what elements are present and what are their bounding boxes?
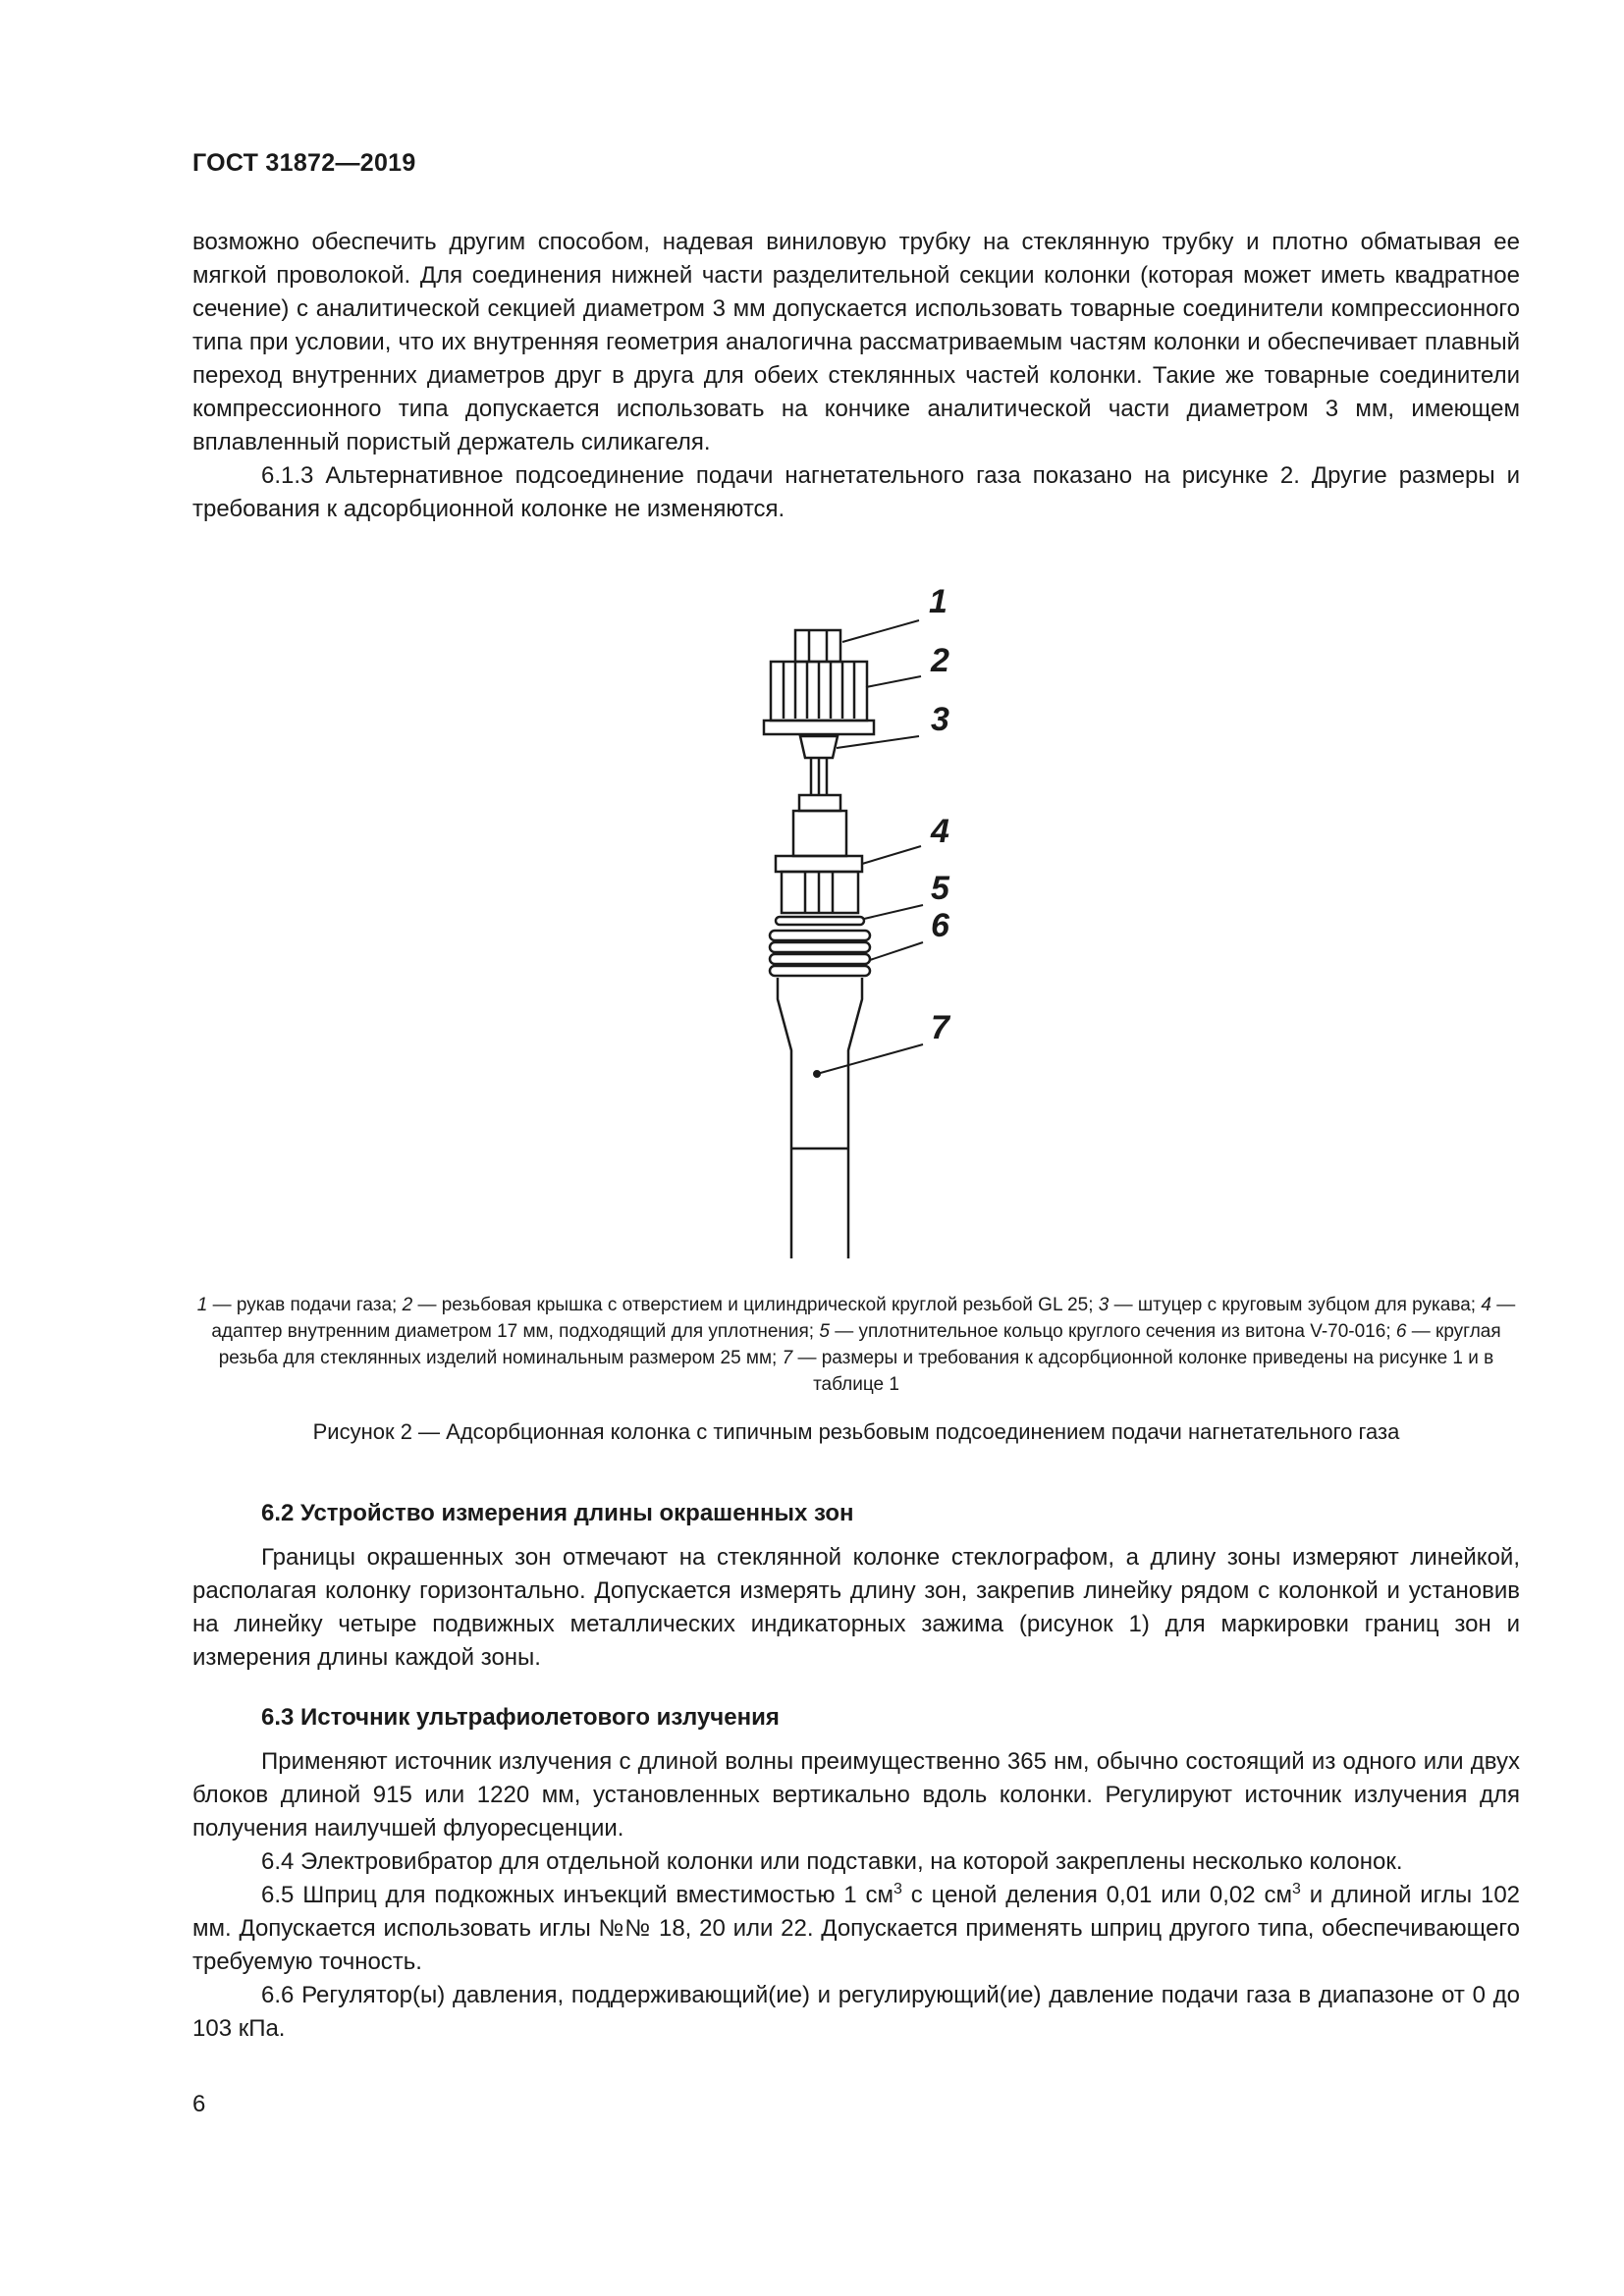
- section-6-3-wrap: [192, 1745, 1520, 2046]
- legend-text-7: — размеры и требования к адсорбционной колонке приведены на рисунке 1 и в таблице 1: [792, 1348, 1494, 1395]
- legend-text-4: — адаптер внутренним диаметром 17 мм, подходящий для уплотнения;: [211, 1295, 1516, 1342]
- legend-text-3: — штуцер с круговым зубцом для рукава;: [1109, 1295, 1482, 1315]
- figure-caption: Рисунок 2 — Адсорбционная колонка с типичным резьбовым подсоединением подачи нагнетательного газа: [312, 1419, 1400, 1444]
- section-6-3-body: Применяют источник излучения с длиной волны преимущественно 365 нм, обычно состоящий из одного или двух блоков длиной 915 или 1220 мм, установленных вертикально вдоль колонки. Регулируют источник излучения для получения наилучшей флуоресценции.: [192, 1748, 1520, 1842]
- gas-hose-shape: [795, 630, 840, 662]
- leader-line-1: [842, 620, 919, 642]
- document-header: ГОСТ 31872—2019: [192, 149, 416, 177]
- p65-part1: 6.5 Шприц для подкожных инъекций вместимостью 1 см: [261, 1882, 893, 1908]
- paragraph-6-1-3: 6.1.3 Альтернативное подсоединение подачи нагнетательного газа показано на рисунке 2. Другие размеры и требования к адсорбционной колонке не изменяются.: [192, 462, 1520, 522]
- legend-text-6: — круглая резьба для стеклянных изделий номинальным размером 25 мм;: [218, 1321, 1501, 1368]
- callout-5: 5: [931, 870, 949, 907]
- page-number: 6: [192, 2091, 206, 2117]
- legend-num-5: 5: [819, 1321, 830, 1342]
- p65-part2: с ценой деления 0,01 или 0,02 см: [901, 1882, 1292, 1908]
- callout-6: 6: [931, 907, 949, 944]
- figure-2-drawing: [727, 571, 982, 1266]
- callout-3: 3: [931, 701, 949, 738]
- leader-line-2: [866, 676, 921, 687]
- callout-2: 2: [931, 642, 949, 679]
- legend-text-1: — рукав подачи газа;: [207, 1295, 403, 1315]
- legend-num-2: 2: [402, 1295, 413, 1315]
- column-tube-shape: [778, 978, 791, 1258]
- intro-paragraph: возможно обеспечить другим способом, надевая виниловую трубку на стеклянную трубку и плотно обматывая ее мягкой проволокой. Для соединения нижней части разделительной секции колонки (которая может иметь квадратное сечение) с аналитической секцией диаметром 3 мм допускается использовать товарные соединители компрессионного типа при условии, что их внутренняя геометрия аналогична рассматриваемым частям колонки и обеспечивает плавный переход внутренних диаметров друг в друга для обеих стеклянных частей колонки. Такие же товарные соединители компрессионного типа допускается использовать на кончике аналитической части диаметром 3 мм, имеющем вплавленный пористый держатель силикагеля.: [192, 229, 1520, 455]
- leader-line-5: [864, 905, 923, 919]
- hose-barb-shape: [800, 736, 838, 758]
- section-6-2-body-wrap: [192, 1541, 1520, 1675]
- section-6-2-body: Границы окрашенных зон отмечают на стеклянной колонке стеклографом, а длину зоны измеряют линейкой, располагая колонку горизонтально. Допускается измерять длину зон, закрепив линейку рядом с колонкой и установив на линейку четыре подвижных металлических индикаторных зажима (рисунок 1) для маркировки границ зон и измерения длины каждой зоны.: [192, 1544, 1520, 1671]
- legend-num-4: 4: [1481, 1295, 1491, 1315]
- leader-line-4: [862, 846, 921, 864]
- paragraph-6-4: 6.4 Электровибратор для отдельной колонки или подставки, на которой закреплены несколько колонок.: [261, 1848, 1403, 1875]
- glass-thread-shape: [770, 942, 870, 952]
- leader-line-3: [837, 736, 919, 748]
- legend-num-6: 6: [1395, 1321, 1407, 1342]
- callout-4: 4: [931, 813, 949, 850]
- paragraph-6-6: 6.6 Регулятор(ы) давления, поддерживающий(ие) и регулирующий(ие) давление подачи газа в диапазоне от 0 до 103 кПа.: [192, 1982, 1520, 2042]
- p65-sup1: 3: [893, 1881, 902, 1897]
- legend-num-1: 1: [196, 1295, 208, 1315]
- p65-part3: и длиной иглы 102 мм. Допускается использовать иглы №№ 18, 20 или 22. Допускается применять шприц другого типа, обеспечивающего требуемую точность.: [192, 1882, 1521, 1975]
- paragraph-6-5: [192, 1879, 1520, 1979]
- intro-text: [192, 226, 1520, 526]
- figure-legend: [192, 1292, 1520, 1398]
- o-ring-shape: [776, 917, 864, 925]
- leader-line-7: [817, 1044, 923, 1074]
- legend-text-5: — уплотнительное кольцо круглого сечения из витона V-70-016;: [829, 1321, 1396, 1342]
- p65-sup2: 3: [1291, 1881, 1301, 1897]
- legend-num-7: 7: [782, 1348, 793, 1368]
- callout-7: 7: [931, 1009, 949, 1046]
- legend-num-3: 3: [1098, 1295, 1110, 1315]
- adapter-shape: [776, 856, 862, 872]
- leader-line-6: [870, 942, 923, 960]
- section-6-3-title: 6.3 Источник ультрафиолетового излучения: [261, 1704, 780, 1731]
- callout-1: 1: [929, 583, 947, 620]
- legend-text-2: — резьбовая крышка с отверстием и цилиндрической круглой резьбой GL 25;: [412, 1295, 1099, 1315]
- section-6-2-title: 6.2 Устройство измерения длины окрашенных зон: [261, 1500, 854, 1526]
